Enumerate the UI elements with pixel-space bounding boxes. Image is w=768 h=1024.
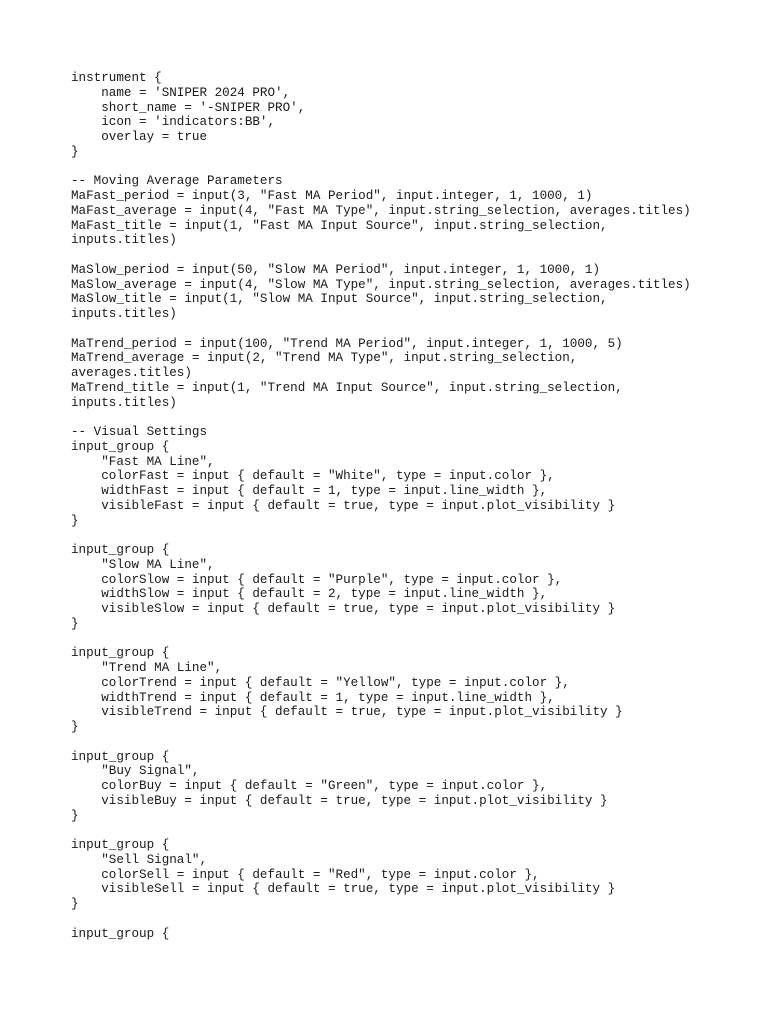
code-line-56: visibleSell = input { default = true, type = input.plot_visibility } xyxy=(71,882,616,897)
code-line-47: input_group { xyxy=(71,749,170,764)
code-line-10: MaFast_average = input(4, "Fast MA Type", input.string_selection, averages.titles) xyxy=(71,203,691,218)
code-line-43: widthTrend = input { default = 1, type = input.line_width }, xyxy=(71,690,555,705)
code-line-53: input_group { xyxy=(71,838,170,852)
code-line-46 xyxy=(71,735,761,750)
code-line-37: visibleSlow = input { default = true, type = input.plot_visibility } xyxy=(71,602,616,616)
code-line-11: MaFast_title = input(1, "Fast MA Input Source", input.string_selection, xyxy=(71,218,608,233)
code-line-42: colorTrend = input { default = "Yellow", type = input.color }, xyxy=(71,675,570,690)
code-line-29: widthFast = input { default = 1, type = input.line_width }, xyxy=(71,484,548,498)
code-line-17: inputs.titles) xyxy=(71,307,177,321)
code-line-51: } xyxy=(71,808,79,823)
code-line-39 xyxy=(71,632,761,647)
code-line-50: visibleBuy = input { default = true, type = input.plot_visibility } xyxy=(71,793,608,808)
code-line-45: } xyxy=(71,720,79,734)
code-line-35: colorSlow = input { default = "Purple", type = input.color }, xyxy=(71,572,563,587)
code-line-38: } xyxy=(71,616,79,631)
code-line-57: } xyxy=(71,897,79,911)
code-line-27: "Fast MA Line", xyxy=(71,454,215,469)
code-line-28: colorFast = input { default = "White", type = input.color }, xyxy=(71,469,555,484)
code-line-13 xyxy=(71,248,761,263)
code-line-19: MaTrend_period = input(100, "Trend MA Period", input.integer, 1, 1000, 5) xyxy=(71,336,623,351)
code-line-22: MaTrend_title = input(1, "Trend MA Input Source", input.string_selection, xyxy=(71,380,623,395)
code-line-9: MaFast_period = input(3, "Fast MA Period", input.integer, 1, 1000, 1) xyxy=(71,189,593,203)
code-line-2: name = 'SNIPER 2024 PRO', xyxy=(71,85,291,100)
code-line-48: "Buy Signal", xyxy=(71,764,200,779)
code-line-16: MaSlow_title = input(1, "Slow MA Input Source", input.string_selection, xyxy=(71,292,608,307)
code-line-24 xyxy=(71,410,761,425)
code-line-25: -- Visual Settings xyxy=(71,425,208,439)
code-line-55: colorSell = input { default = "Red", type = input.color }, xyxy=(71,867,540,882)
code-line-49: colorBuy = input { default = "Green", type = input.color }, xyxy=(71,779,548,793)
code-line-15: MaSlow_average = input(4, "Slow MA Type", input.string_selection, averages.titles) xyxy=(71,277,691,292)
code-line-41: "Trend MA Line", xyxy=(71,661,223,675)
code-line-58 xyxy=(71,912,761,927)
code-line-59: input_group { xyxy=(71,926,170,941)
code-line-34: "Slow MA Line", xyxy=(71,557,215,572)
code-line-7 xyxy=(71,160,761,175)
code-line-6: } xyxy=(71,144,79,159)
code-line-30: visibleFast = input { default = true, type = input.plot_visibility } xyxy=(71,498,616,513)
code-line-44: visibleTrend = input { default = true, type = input.plot_visibility } xyxy=(71,705,623,720)
code-line-8: -- Moving Average Parameters xyxy=(71,174,283,189)
code-line-40: input_group { xyxy=(71,646,170,661)
code-line-36: widthSlow = input { default = 2, type = input.line_width }, xyxy=(71,587,548,602)
code-line-33: input_group { xyxy=(71,543,170,557)
code-line-18 xyxy=(71,322,761,337)
code-line-1: instrument { xyxy=(71,71,162,85)
code-line-4: icon = 'indicators:BB', xyxy=(71,115,276,130)
code-line-32 xyxy=(71,528,761,543)
code-line-5: overlay = true xyxy=(71,130,208,144)
code-line-31: } xyxy=(71,513,79,528)
code-line-23: inputs.titles) xyxy=(71,395,177,410)
code-document xyxy=(71,71,761,941)
code-line-26: input_group { xyxy=(71,439,170,454)
code-line-20: MaTrend_average = input(2, "Trend MA Type", input.string_selection, xyxy=(71,351,578,366)
code-line-3: short_name = '-SNIPER PRO', xyxy=(71,100,306,115)
code-line-21: averages.titles) xyxy=(71,366,192,380)
code-line-14: MaSlow_period = input(50, "Slow MA Period", input.integer, 1, 1000, 1) xyxy=(71,262,601,277)
code-line-54: "Sell Signal", xyxy=(71,852,208,867)
code-line-52 xyxy=(71,823,761,838)
code-line-12: inputs.titles) xyxy=(71,233,177,248)
